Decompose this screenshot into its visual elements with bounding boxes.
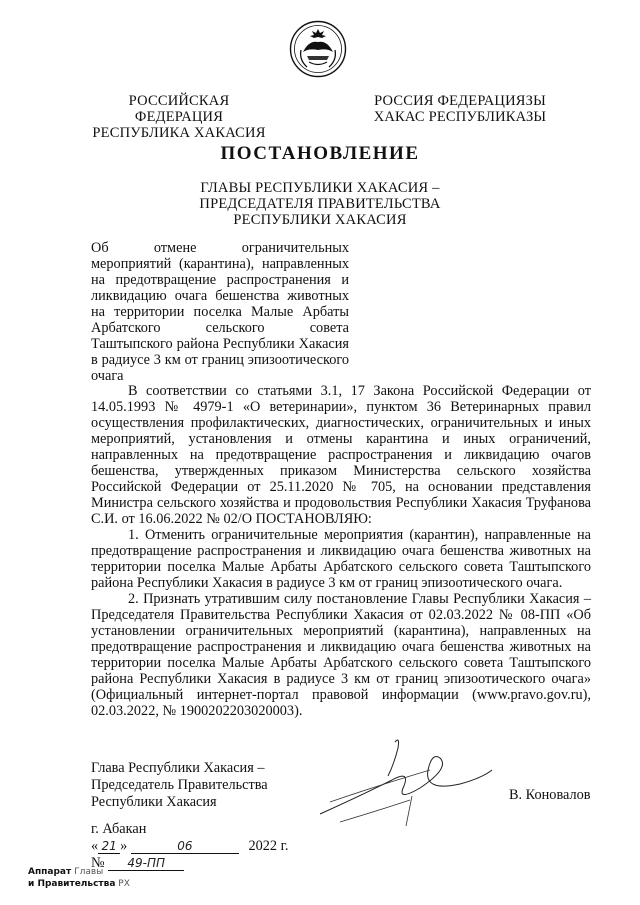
item-1-paragraph: 1. Отменить ограничительные мероприятия (карантин), направленные на предотвращение распространения и ликвидацию очага бешенства животных на территории поселка Малые Арбаты Арбатского сельского совета Таштыпского района Республики Хакасия в радиусе 3 км от границ эпизоотического очага. xyxy=(91,527,591,591)
subtitle-line1: ГЛАВЫ РЕСПУБЛИКИ ХАКАСИЯ – xyxy=(200,180,440,196)
document-title: ПОСТАНОВЛЕНИЕ xyxy=(220,143,420,164)
preamble-paragraph: В соответствии со статьями 3.1, 17 Закона Российской Федерации от 14.05.1993 № 4979-1 «О ветеринарии», пунктом 36 Ветеринарных правил осуществления профилактических, диагностических, ограничительных и иных мероприятий, установления и отмены карантина и иных ограничений, направленных на предотвращение распространения и ликвидацию очагов бешенства, утвержденных приказом Министерства сельского хозяйства Российской Федерации от 25.11.2020 № 705, на основании представления Министра сельского хозяйства и продовольствия Республики Хакасия Труфанова С.И. от 16.06.2022 № 02/О ПОСТАНОВЛЯЮ: xyxy=(91,383,591,527)
stamp-line2-rest: РХ xyxy=(118,879,130,889)
header-right xyxy=(372,93,548,125)
date-day: 21 xyxy=(98,840,120,854)
handwritten-signature xyxy=(300,730,500,840)
issue-date xyxy=(91,838,288,855)
date-year: 2022 г. xyxy=(248,838,289,854)
header-left-line1: РОССИЙСКАЯ ФЕДЕРАЦИЯ xyxy=(128,93,230,125)
stamp-line1-rest: Главы xyxy=(74,867,104,877)
item-2-paragraph: 2. Признать утратившим силу постановление Главы Республики Хакасия – Председателя Правительства Республики Хакасия от 02.03.2022 № 08-ПП «Об установлении ограничительных мероприятий (карантина), направленных на предотвращение распространения и ликвидацию очага бешенства животных на территории поселка Малые Арбаты Арбатского сельского совета Таштыпского района Республики Хакасия в радиусе 3 км от границ эпизоотического очага» (Официальный интернет-портал правовой информации (www.pravo.gov.ru), 02.03.2022, № 1900202203020003). xyxy=(91,591,591,719)
header-left-line2: РЕСПУБЛИКА ХАКАСИЯ xyxy=(92,125,266,141)
date-close-quote: » xyxy=(120,838,128,854)
header-left xyxy=(84,93,274,141)
coat-of-arms-emblem xyxy=(289,20,347,78)
header-right-line1: РОССИЯ ФЕДЕРАЦИЯЗЫ xyxy=(374,93,546,109)
signatory-line3: Республики Хакасия xyxy=(91,794,217,810)
document-subtitle xyxy=(170,180,470,228)
signatory-title xyxy=(91,760,291,811)
stamp-line1-bold: Аппарат xyxy=(28,867,72,877)
signatory-line2: Председатель Правительства xyxy=(91,777,268,793)
header-right-line2: ХАКАС РЕСПУБЛИКАЗЫ xyxy=(373,109,547,125)
number-value: 49-ПП xyxy=(108,857,184,871)
date-open-quote: « xyxy=(91,838,99,854)
signatory-line1: Глава Республики Хакасия – xyxy=(91,760,265,776)
stamp-line2-bold: и Правительства xyxy=(28,879,116,889)
date-month: 06 xyxy=(131,840,239,854)
document-subject: Об отмене ограничительных мероприятий (карантина), направленных на предотвращение распространения и ликвидацию очага бешенства животных на территории поселка Малые Арбаты Арбатского сельского совета Таштыпского района Республики Хакасия в радиусе 3 км от границ эпизоотического очага xyxy=(91,240,349,384)
registration-stamp xyxy=(28,866,130,890)
document-body xyxy=(91,383,591,719)
signatory-name: В. Коновалов xyxy=(509,787,591,803)
subtitle-line2: ПРЕДСЕДАТЕЛЯ ПРАВИТЕЛЬСТВА xyxy=(199,196,441,212)
issue-city: г. Абакан xyxy=(91,821,147,837)
number-label: № xyxy=(91,855,105,871)
subtitle-line3: РЕСПУБЛИКИ ХАКАСИЯ xyxy=(233,212,407,228)
